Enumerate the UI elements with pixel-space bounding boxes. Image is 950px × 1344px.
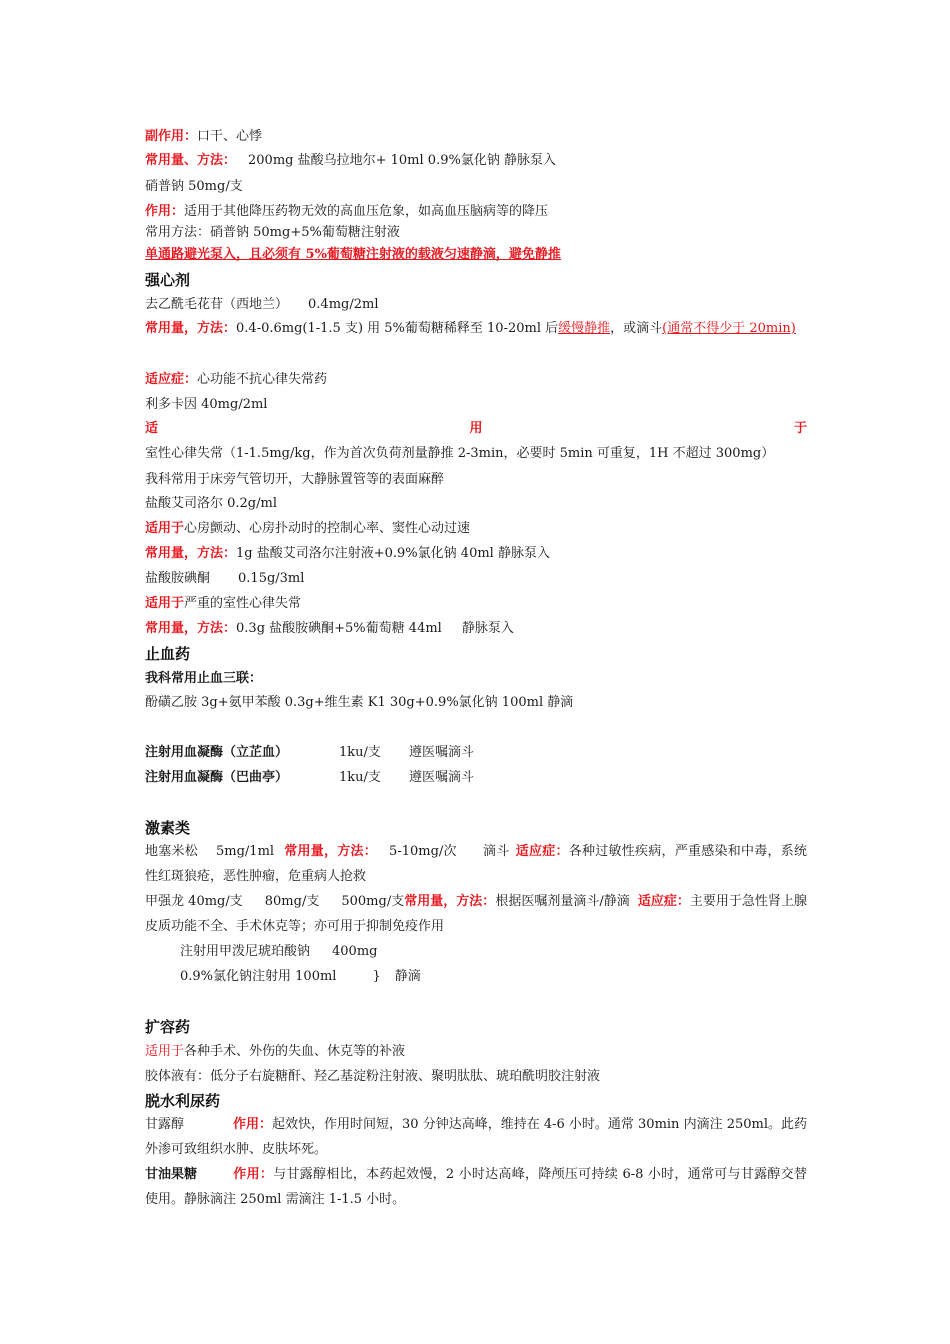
nitroprusside-method: 常用方法：硝普钠 50mg+5%葡萄糖注射液 — [145, 225, 400, 240]
cedilanid-title: 去乙酰毛花苷（西地兰） 0.4mg/2ml — [145, 297, 379, 312]
volume-expander-indication: 适用于各种手术、外伤的失血、休克等的补液 — [145, 1044, 406, 1059]
methylprednisolone-line: 甲强龙 40mg/支 80mg/支 500mg/支常用量，方法：根据医嘱剂量滴斗/静滴 适应症：主要用于急性肾上腺皮质功能不全、手术休克等；亦可用于抑制免疫作用 — [145, 894, 807, 934]
heading-hemostatic: 止血药 — [145, 645, 191, 663]
lidocaine-indication: 适用于室性心律失常（1-1.5mg/kg，作为首次负荷剂量静推 2-3min，必要时 5min 可重复，1H 不超过 300mg） — [145, 421, 807, 461]
amiodarone-dosage: 常用量，方法：0.3g 盐酸胺碘酮+5%葡萄糖 44ml 静脉泵入 — [145, 621, 514, 636]
heading-volume-expander: 扩容药 — [145, 1018, 191, 1036]
hemostatic-triple-formula: 酚磺乙胺 3g+氨甲苯酸 0.3g+维生素 K1 30g+0.9%氯化钠 100ml 静滴 — [145, 695, 574, 710]
lidocaine-usage: 我科常用于床旁气管切开，大静脉置管等的表面麻醉 — [145, 472, 445, 487]
heading-diuretics: 脱水利尿药 — [145, 1092, 221, 1110]
nitroprusside-warning: 单通路避光泵入，且必须有 5%葡萄糖注射液的载液匀速静滴，避免静推 — [145, 247, 561, 262]
cedilanid-dosage: 常用量，方法：0.4-0.6mg(1-1.5 支) 用 5%葡萄糖稀释至 10-20ml 后缓慢静推，或滴斗(通常不得少于 20min) — [145, 321, 796, 336]
esmolol-dosage: 常用量，方法：1g 盐酸艾司洛尔注射液+0.9%氯化钠 40ml 静脉泵入 — [145, 546, 550, 561]
urapidil-dosage-line: 常用量、方法： 200mg 盐酸乌拉地尔+ 10ml 0.9%氯化钠 静脉泵入 — [145, 153, 556, 168]
hemostatic-triple-title: 我科常用止血三联： — [145, 671, 263, 686]
hemocoagulase-lizhixue: 注射用血凝酶（立芷血） 1ku/支 遵医嘱滴斗 — [145, 745, 475, 760]
glycerol-fructose-line: 甘油果糖 作用：与甘露醇相比，本药起效慢，2 小时达高峰，降颅压可持续 6-8 小时，通常可与甘露醇交替使用。静脉滴注 250ml 需滴注 1-1.5 小时。 — [145, 1167, 807, 1207]
heading-cardiotonic: 强心剂 — [145, 271, 191, 289]
amiodarone-indication: 适用于严重的室性心律失常 — [145, 596, 302, 611]
nitroprusside-title: 硝普钠 50mg/支 — [145, 179, 243, 194]
esmolol-title: 盐酸艾司洛尔 0.2g/ml — [145, 496, 277, 511]
hemocoagulase-baquting: 注射用血凝酶（巴曲亭） 1ku/支 遵医嘱滴斗 — [145, 770, 475, 785]
heading-hormones: 激素类 — [145, 819, 191, 837]
esmolol-indication: 适用于心房颤动、心房扑动时的控制心率、窦性心动过速 — [145, 521, 471, 536]
mannitol-line: 甘露醇 作用：起效快，作用时间短，30 分钟达高峰，维持在 4-6 小时。通常 30min 内滴注 250ml。此药外渗可致组织水肿、皮肤坏死。 — [145, 1117, 807, 1157]
nitroprusside-effect: 作用：适用于其他降压药物无效的高血压危象，如高血压脑病等的降压 — [145, 204, 549, 219]
saline-line: 0.9%氯化钠注射用 100ml } 静滴 — [180, 969, 421, 984]
side-effect-line: 副作用：口干、心悸 — [145, 129, 263, 144]
colloid-list: 胶体液有：低分子右旋糖酐、羟乙基淀粉注射液、聚明肽肽、琥珀酰明胶注射液 — [145, 1069, 601, 1084]
amiodarone-title: 盐酸胺碘酮 0.15g/3ml — [145, 571, 305, 586]
dexamethasone-line: 地塞米松 5mg/1ml 常用量，方法： 5-10mg/次 滴斗 适应症：各种过敏性疾病，严重感染和中毒，系统性红斑狼疮，恶性肿瘤，危重病人抢救 — [145, 844, 807, 884]
methylprednisolone-sodium-line: 注射用甲泼尼琥珀酸钠 400mg — [180, 944, 378, 959]
lidocaine-title: 利多卡因 40mg/2ml — [145, 397, 268, 412]
cedilanid-indication: 适应症：心功能不抗心律失常药 — [145, 372, 328, 387]
